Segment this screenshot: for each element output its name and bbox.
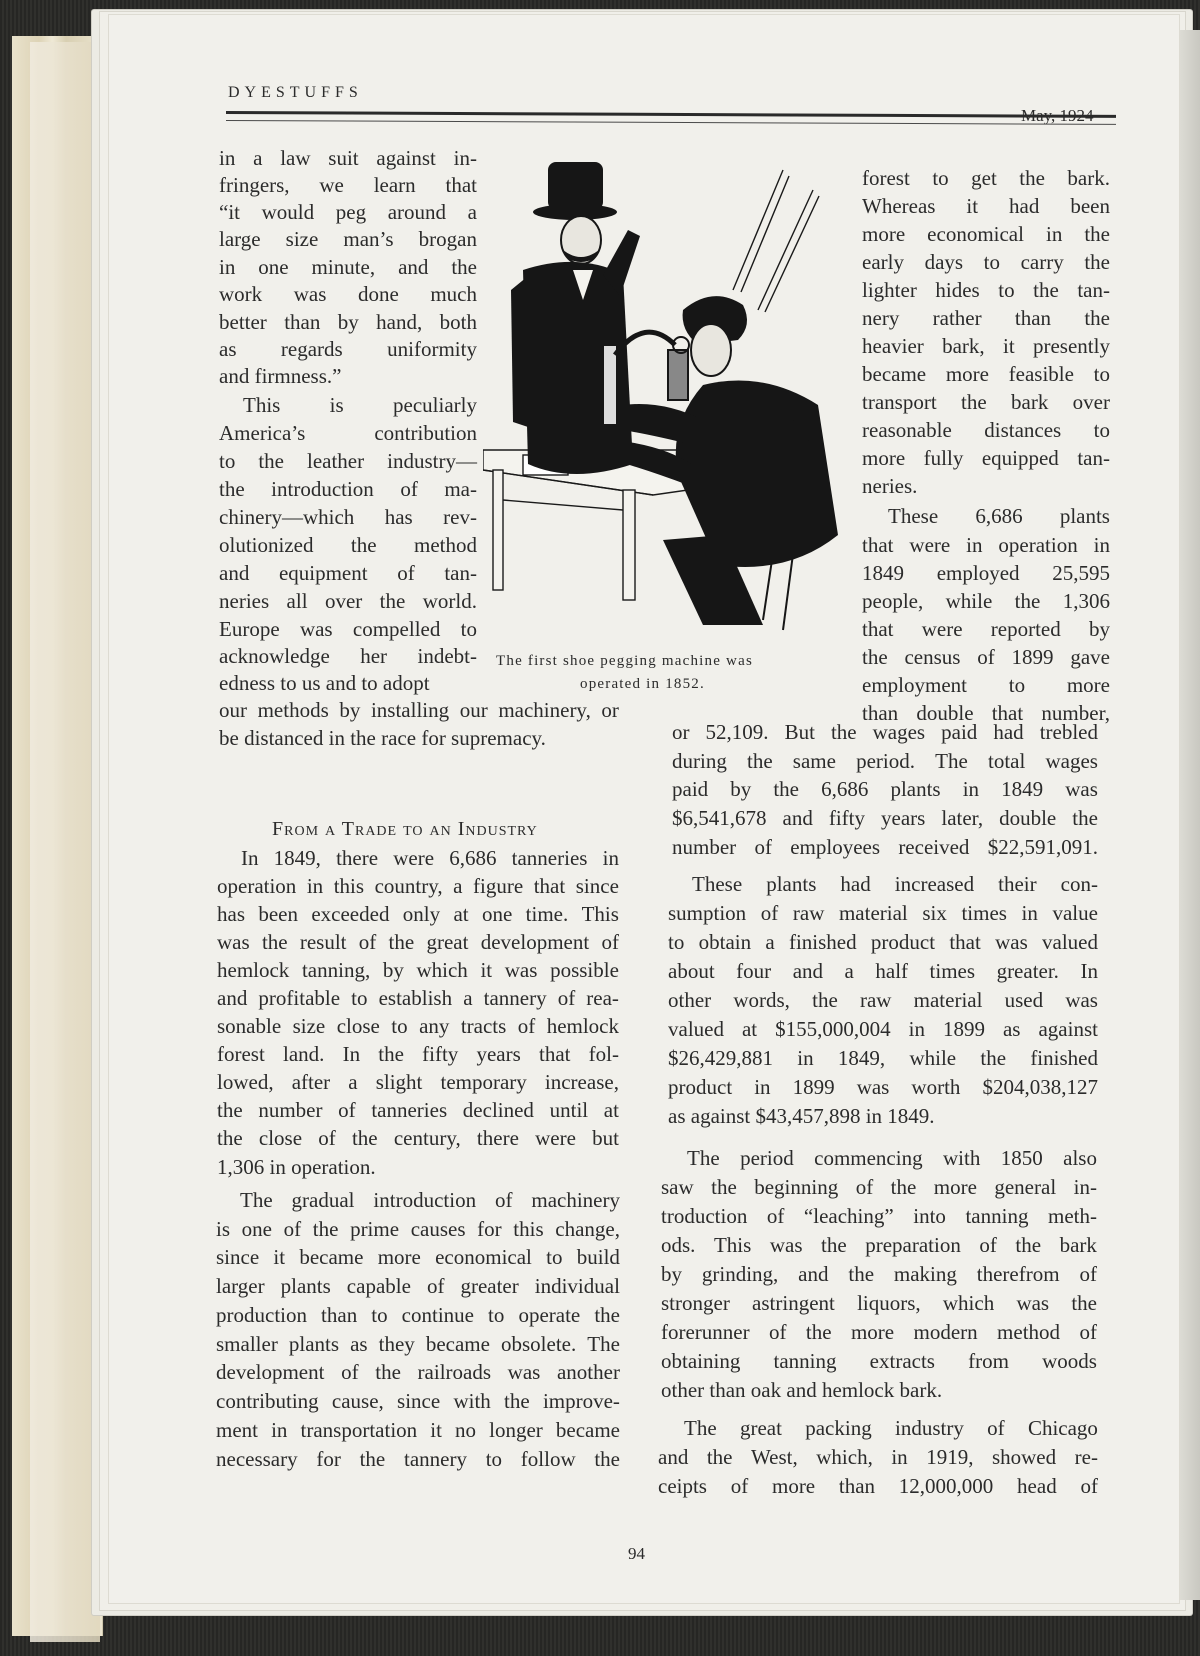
text-line: nery rather than the (862, 306, 1110, 330)
text-line: “it would peg around a (219, 200, 477, 224)
text-line: sonable size close to any tracts of hemlock (217, 1014, 619, 1038)
text-line: lowed, after a slight temporary increase, (217, 1070, 619, 1094)
text-line: be distanced in the race for supremacy. (219, 726, 546, 750)
text-line: ceipts of more than 12,000,000 head of (658, 1474, 1098, 1498)
text-line: since it became more economical to build (216, 1245, 620, 1269)
text-line: This is peculiarly (243, 393, 477, 417)
text-line: contributing cause, since with the improve- (216, 1389, 620, 1413)
text-line: our methods by installing our machinery, or (219, 698, 619, 722)
text-line: forerunner of the more modern method of (661, 1320, 1097, 1344)
text-line: about four and a half times greater. In (668, 959, 1098, 983)
text-line: stronger astringent liquors, which was the (661, 1291, 1097, 1315)
page-number: 94 (628, 1544, 645, 1563)
text-line: that were reported by (862, 617, 1110, 641)
text-line: better than by hand, both (219, 310, 477, 334)
text-line: and the West, which, in 1919, showed re- (658, 1445, 1098, 1469)
text-line: other words, the raw material used was (668, 988, 1098, 1012)
text-line: These 6,686 plants (888, 504, 1110, 528)
text-line: neries all over the world. (219, 589, 477, 613)
text-line: America’s contribution (219, 421, 477, 445)
text-line: in one minute, and the (219, 255, 477, 279)
text-line: people, while the 1,306 (862, 589, 1110, 613)
text-line: These plants had increased their con- (692, 872, 1098, 896)
text-line: and firmness.” (219, 364, 342, 388)
text-line: large size man’s brogan (219, 227, 477, 251)
text-line: paid by the 6,686 plants in 1849 was (672, 777, 1098, 801)
text-line: heavier bark, it presently (862, 334, 1110, 358)
text-line: development of the railroads was another (216, 1360, 620, 1384)
text-line: as regards uniformity (219, 337, 477, 361)
text-line: more fully equipped tan- (862, 446, 1110, 470)
text-line: acknowledge her indebt- (219, 644, 477, 668)
shoe-pegging-machine-illustration (483, 150, 838, 640)
text-line: transport the bark over (862, 390, 1110, 414)
text-line: The great packing industry of Chicago (684, 1416, 1098, 1440)
text-line: In 1849, there were 6,686 tanneries in (241, 846, 619, 870)
text-line: ment in transportation it no longer became (216, 1418, 620, 1442)
text-line: to obtain a finished product that was valued (668, 930, 1098, 954)
text-line: employment to more (862, 673, 1110, 697)
text-line: smaller plants as they became obsolete. The (216, 1332, 620, 1356)
text-line: and equipment of tan- (219, 561, 477, 585)
running-header-title: DYESTUFFS (228, 84, 363, 101)
left-page-stack-inner (30, 42, 100, 1642)
text-line: or 52,109. But the wages paid had trebled (672, 720, 1098, 744)
text-line: $6,541,678 and fifty years later, double the (672, 806, 1098, 830)
text-line: larger plants capable of greater individual (216, 1274, 620, 1298)
text-line: than double that number, (862, 701, 1110, 725)
text-line: the number of tanneries declined until at (217, 1098, 619, 1122)
text-line: work was done much (219, 282, 477, 306)
text-line: saw the beginning of the more general in- (661, 1175, 1097, 1199)
text-line: sumption of raw material six times in value (668, 901, 1098, 925)
text-line: 1,306 in operation. (217, 1155, 376, 1179)
text-line: ods. This was the preparation of the bark (661, 1233, 1097, 1257)
figure-caption-line-2: operated in 1852. (580, 676, 705, 692)
text-line: early days to carry the (862, 250, 1110, 274)
text-line: and profitable to establish a tannery of rea- (217, 986, 619, 1010)
text-line: was the result of the great development of (217, 930, 619, 954)
text-line: olutionized the method (219, 533, 477, 557)
text-line: in a law suit against in- (219, 146, 477, 170)
text-line: production than to continue to operate the (216, 1303, 620, 1327)
text-line: The period commencing with 1850 also (687, 1146, 1097, 1170)
text-line: neries. (862, 474, 918, 498)
text-line: necessary for the tannery to follow the (216, 1447, 620, 1471)
text-line: lighter hides to the tan- (862, 278, 1110, 302)
text-line: valued at $155,000,004 in 1899 as against (668, 1017, 1098, 1041)
text-line: has been exceeded only at one time. This (217, 902, 619, 926)
text-line: Whereas it had been (862, 194, 1110, 218)
text-line: The gradual introduction of machinery (240, 1188, 620, 1212)
section-heading: From a Trade to an Industry (272, 818, 538, 840)
text-line: the close of the century, there were but (217, 1126, 619, 1150)
text-line: obtaining tanning extracts from woods (661, 1349, 1097, 1373)
text-line: that were in operation in (862, 533, 1110, 557)
text-line: more economical in the (862, 222, 1110, 246)
text-line: number of employees received $22,591,091. (672, 835, 1098, 859)
text-line: $26,429,881 in 1849, while the finished (668, 1046, 1098, 1070)
text-line: forest land. In the fifty years that fol- (217, 1042, 619, 1066)
text-line: as against $43,457,898 in 1849. (668, 1104, 935, 1128)
text-line: edness to us and to adopt (219, 671, 430, 695)
text-line: reasonable distances to (862, 418, 1110, 442)
text-line: other than oak and hemlock bark. (661, 1378, 943, 1402)
text-line: the introduction of ma- (219, 477, 477, 501)
text-line: product in 1899 was worth $204,038,127 (668, 1075, 1098, 1099)
figure-caption-line-1: The first shoe pegging machine was (496, 653, 753, 669)
text-line: to the leather industry— (219, 449, 477, 473)
text-line: the census of 1899 gave (862, 645, 1110, 669)
text-line: is one of the prime causes for this change, (216, 1217, 620, 1241)
text-line: 1849 employed 25,595 (862, 561, 1110, 585)
text-line: during the same period. The total wages (672, 749, 1098, 773)
text-line: by grinding, and the making therefrom of (661, 1262, 1097, 1286)
text-line: forest to get the bark. (862, 166, 1110, 190)
text-line: hemlock tanning, by which it was possible (217, 958, 619, 982)
text-line: troduction of “leaching” into tanning meth- (661, 1204, 1097, 1228)
text-line: became more feasible to (862, 362, 1110, 386)
right-page-edge (1178, 30, 1200, 1600)
text-line: Europe was compelled to (219, 617, 477, 641)
text-line: chinery—which has rev- (219, 505, 477, 529)
text-line: operation in this country, a figure that since (217, 874, 619, 898)
text-line: fringers, we learn that (219, 173, 477, 197)
